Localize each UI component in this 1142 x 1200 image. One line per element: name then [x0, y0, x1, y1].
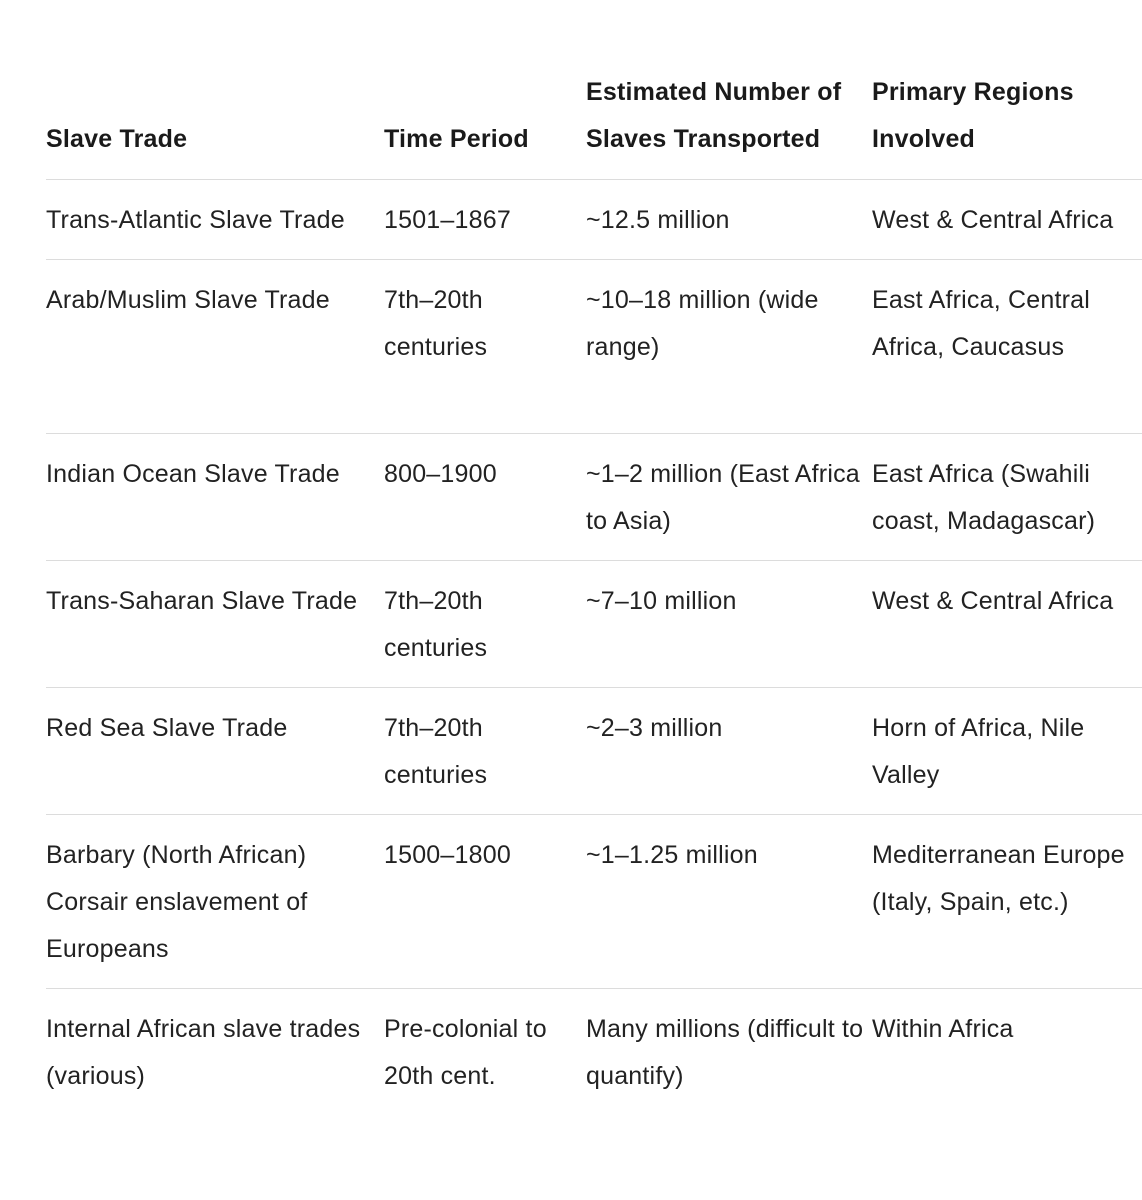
cell-estimated-number: Many millions (difficult to quantify) — [586, 1014, 864, 1090]
table-row — [46, 560, 1142, 687]
cell-time-period: 7th–20th centuries — [384, 285, 488, 361]
cell-slave-trade: Trans-Saharan Slave Trade — [46, 586, 358, 615]
cell-time-period: 800–1900 — [384, 459, 497, 488]
cell-primary-regions: Horn of Africa, Nile Valley — [872, 713, 1085, 789]
table-row — [46, 814, 1142, 988]
cell-slave-trade: Indian Ocean Slave Trade — [46, 459, 340, 488]
cell-slave-trade: Trans-Atlantic Slave Trade — [46, 205, 345, 234]
table-header — [46, 0, 1142, 179]
cell-estimated-number: ~2–3 million — [586, 713, 723, 742]
cell-slave-trade: Arab/Muslim Slave Trade — [46, 285, 330, 314]
table-body — [46, 179, 1142, 1115]
cell-primary-regions: East Africa (Swahili coast, Madagascar) — [872, 459, 1096, 535]
cell-estimated-number: ~1–2 million (East Africa to Asia) — [586, 459, 860, 535]
cell-time-period: 1500–1800 — [384, 840, 511, 869]
cell-estimated-number: ~7–10 million — [586, 586, 737, 615]
cell-estimated-number: ~10–18 million (wide range) — [586, 285, 819, 361]
column-header-slave-trade: Slave Trade — [46, 124, 188, 153]
column-header-time-period: Time Period — [384, 124, 529, 153]
cell-estimated-number: ~12.5 million — [586, 205, 730, 234]
cell-primary-regions: Within Africa — [872, 1014, 1014, 1043]
header-row — [46, 0, 1142, 179]
cell-time-period: 7th–20th centuries — [384, 586, 488, 662]
cell-time-period: 1501–1867 — [384, 205, 511, 234]
cell-primary-regions: West & Central Africa — [872, 205, 1114, 234]
cell-slave-trade: Red Sea Slave Trade — [46, 713, 288, 742]
column-header-primary-regions: Primary Regions Involved — [872, 77, 1074, 153]
cell-primary-regions: West & Central Africa — [872, 586, 1114, 615]
column-header-estimated-number: Estimated Number of Slaves Transported — [586, 77, 842, 153]
cell-slave-trade: Barbary (North African) Corsair enslavement of Europeans — [46, 840, 308, 963]
table-row — [46, 433, 1142, 560]
cell-time-period: 7th–20th centuries — [384, 713, 488, 789]
table-row — [46, 687, 1142, 814]
cell-primary-regions: Mediterranean Europe (Italy, Spain, etc.) — [872, 840, 1125, 916]
table-row — [46, 988, 1142, 1115]
table-row — [46, 179, 1142, 259]
cell-estimated-number: ~1–1.25 million — [586, 840, 758, 869]
slave-trade-table — [46, 0, 1142, 1115]
cell-primary-regions: East Africa, Central Africa, Caucasus — [872, 285, 1090, 361]
slave-trade-table-container — [46, 0, 1142, 1115]
table-row — [46, 259, 1142, 433]
cell-time-period: Pre-colonial to 20th cent. — [384, 1014, 547, 1090]
cell-slave-trade: Internal African slave trades (various) — [46, 1014, 361, 1090]
